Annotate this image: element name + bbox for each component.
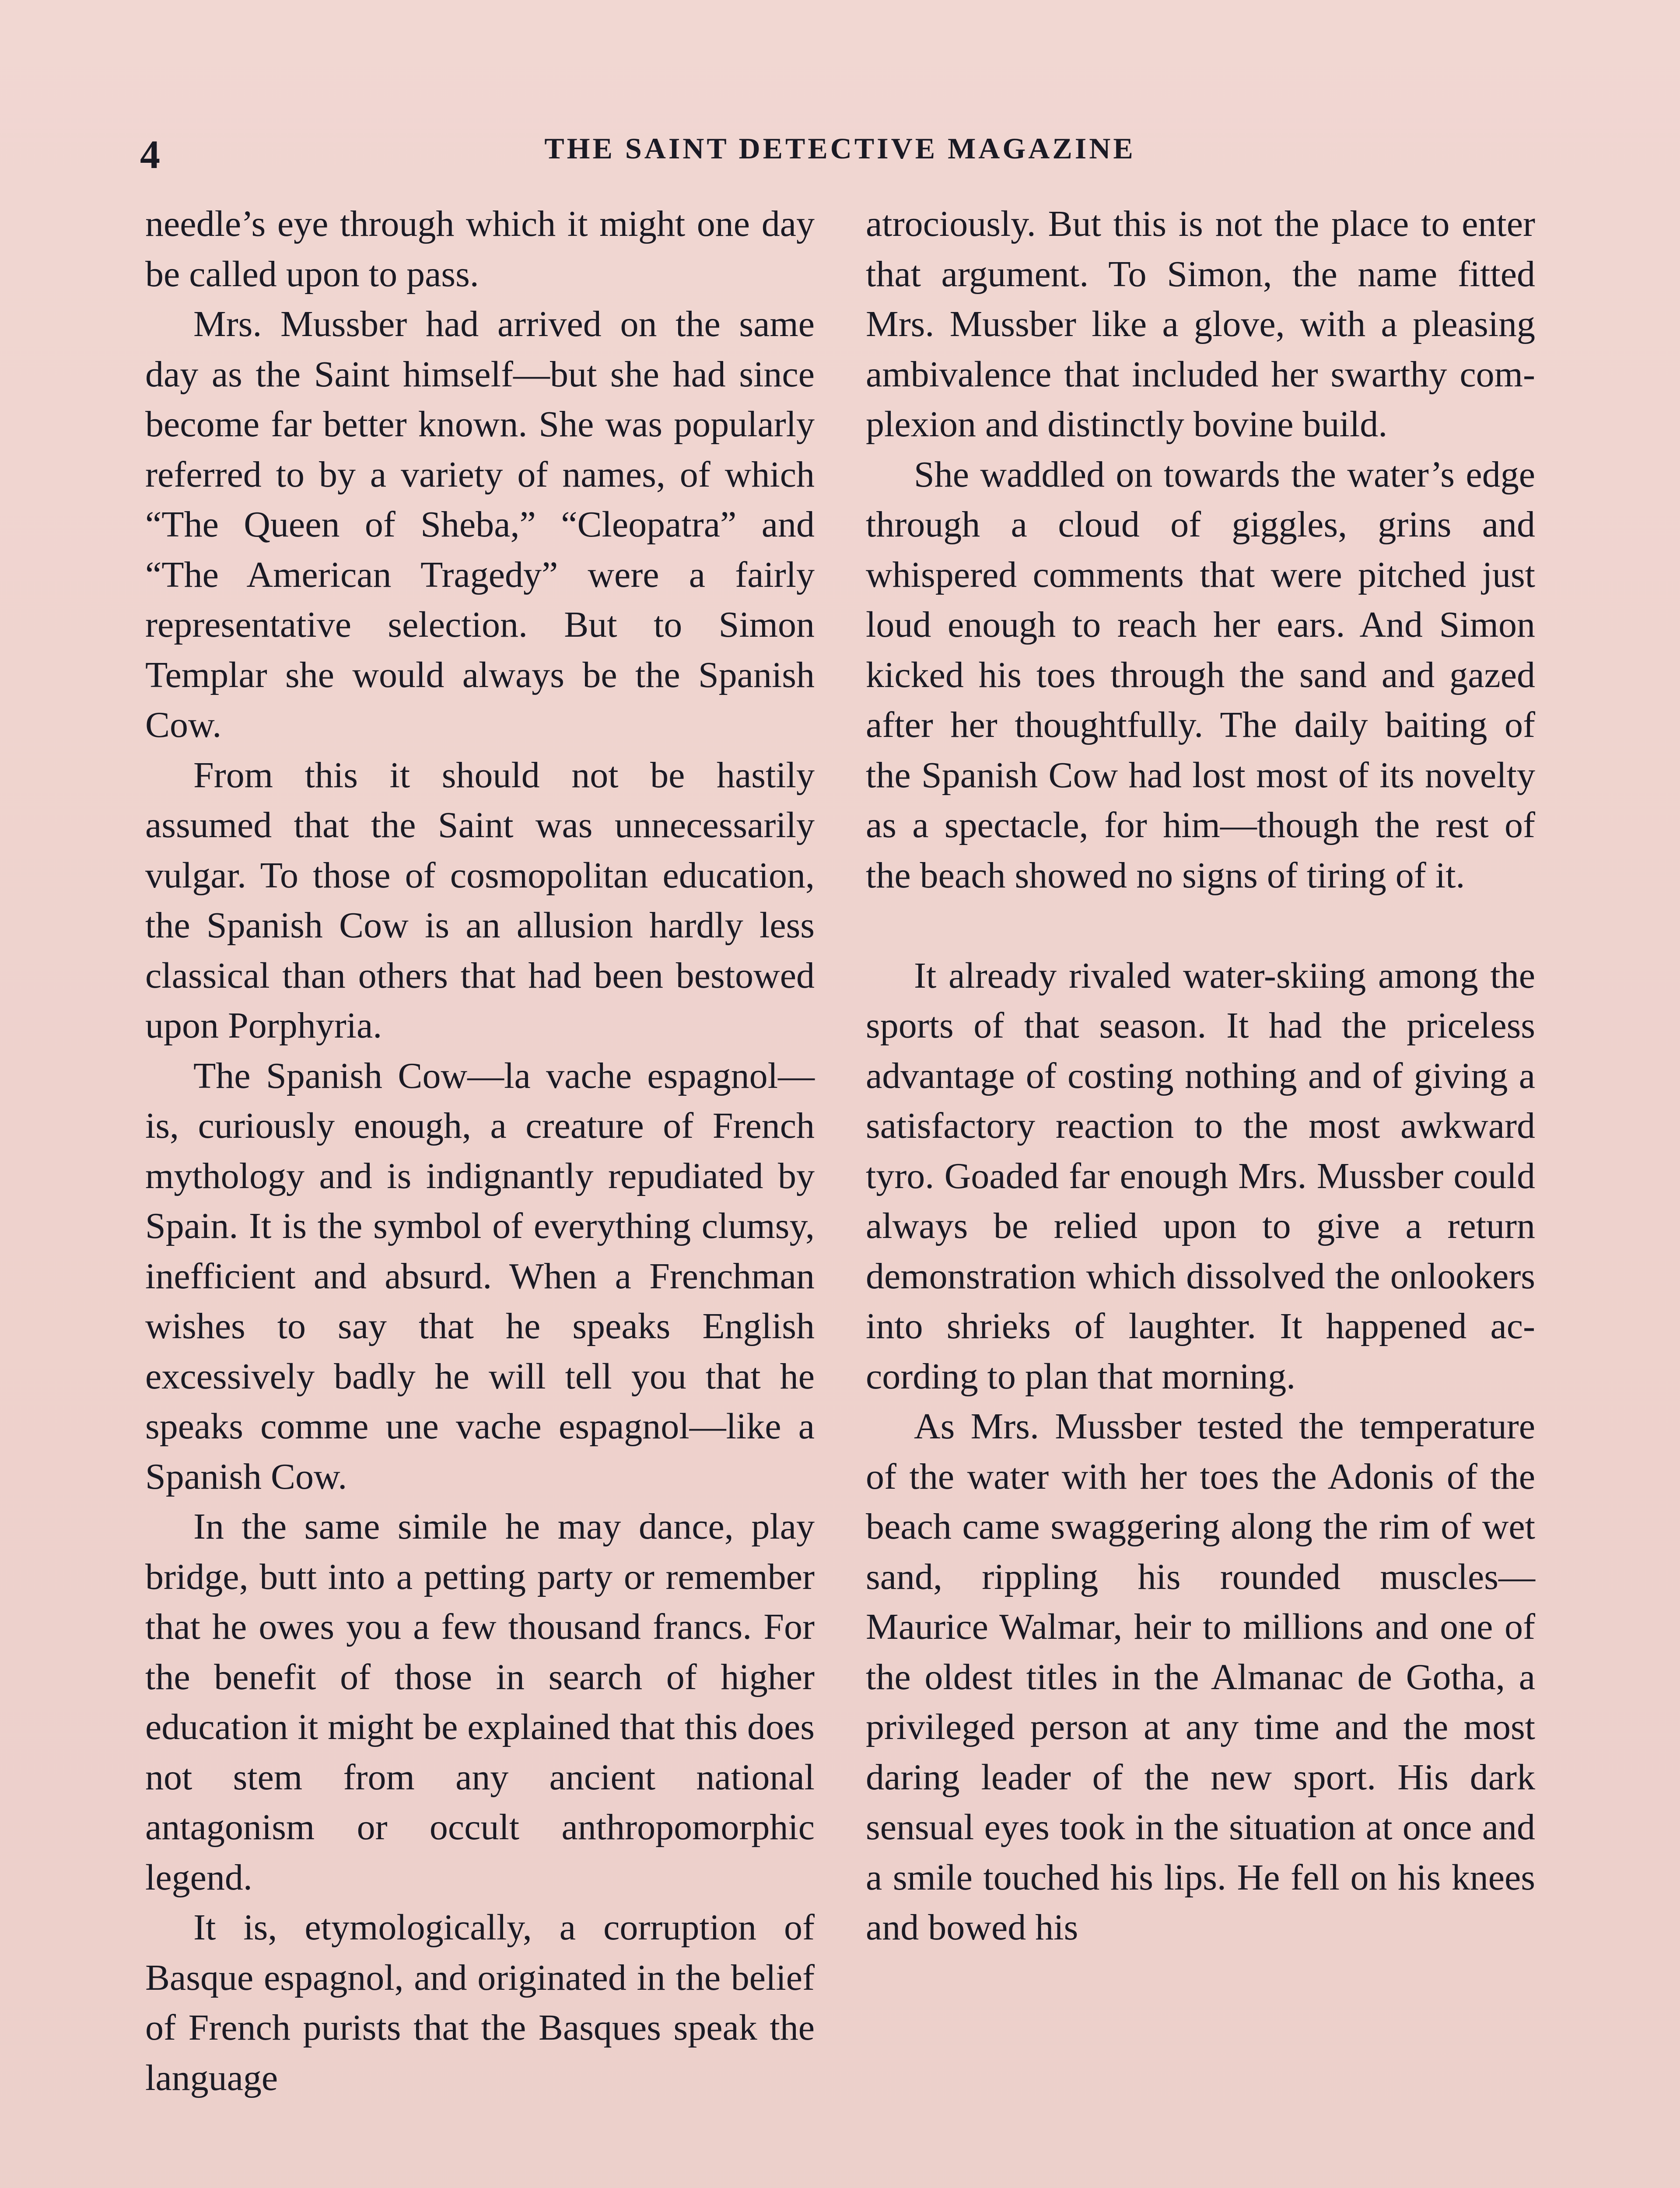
paragraph: In the same simile he may dance, play bridge, butt into a petting party or remember that he owes you a few thousand francs. For the benefit of those in search of higher education it might be explained that this does not stem from any ancient national antagonism or occult anthropomorphic legend. xyxy=(145,1506,815,1898)
right-column xyxy=(866,199,1535,1953)
paragraph: The Spanish Cow—la vache espagnol—is, curiously enough, a creature of French mythology and is indignantly repudiated by Spain. It is the symbol of everything clumsy, inefficient and absurd. When a Frenchman wishes to say that he speaks English excessively badly he will tell you that he speaks comme une vache espagnol—like a Spanish Cow. xyxy=(145,1055,815,1497)
paragraph: She waddled on towards the water’s edge through a cloud of giggles, grins and whispered comments that were pitched just loud enough to reach her ears. And Simon kicked his toes through the sand and gazed after her thoughtfully. The daily baiting of the Spanish Cow had lost most of its novelty as a spectacle, for him—though the rest of the beach showed no signs of tiring of it. xyxy=(866,454,1535,896)
paragraph: As Mrs. Mussber tested the temperature of the water with her toes the Adonis of the beach came swaggering along the rim of wet sand, rippling his rounded muscles—Maurice Walmar, heir to millions and one of the oldest titles in the Almanac de Gotha, a privileged person at any time and the most daring leader of the new sport. His dark sensual eyes took in the situation at once and a smile touched his lips. He fell on his knees and bowed his xyxy=(866,1406,1535,1948)
left-column xyxy=(145,199,815,2103)
paragraph: atrociously. But this is not the place to enter that argument. To Simon, the name fitted Mrs. Mussber like a glove, with a pleasing ambivalence that included her swarthy complexion and distinctly bovine build. xyxy=(866,203,1535,445)
paragraph: Mrs. Mussber had arrived on the same day as the Saint himself—but she had since become far better known. She was popularly referred to by a variety of names, of which “The Queen of Sheba,” “Cleopatra” and “The American Tragedy” were a fairly representative selection. But to Simon Templar she would always be the Spanish Cow. xyxy=(145,304,815,745)
magazine-title: THE SAINT DETECTIVE MAGAZINE xyxy=(544,132,1136,165)
paragraph: needle’s eye through which it might one day be called upon to pass. xyxy=(145,203,815,295)
paragraph: From this it should not be hastily assumed that the Saint was unnecessarily vulgar. To those of cosmopolitan education, the Spanish Cow is an allusion hardly less classical than others that had been bestowed upon Porphyria. xyxy=(145,754,815,1046)
page-header xyxy=(140,131,1540,179)
paragraph: It already rivaled water-skiing among the sports of that season. It had the priceless advantage of costing nothing and of giving a satisfactory reaction to the most awkward tyro. Goaded far enough Mrs. Mussber could always be relied upon to give a return demonstration which dissolved the onlookers into shrieks of laughter. It happened according to plan that morning. xyxy=(866,955,1535,1397)
page-number: 4 xyxy=(140,132,160,177)
paragraph: It is, etymologically, a corruption of Basque espagnol, and originated in the belief of French purists that the Basques speak the language xyxy=(145,1907,815,2098)
